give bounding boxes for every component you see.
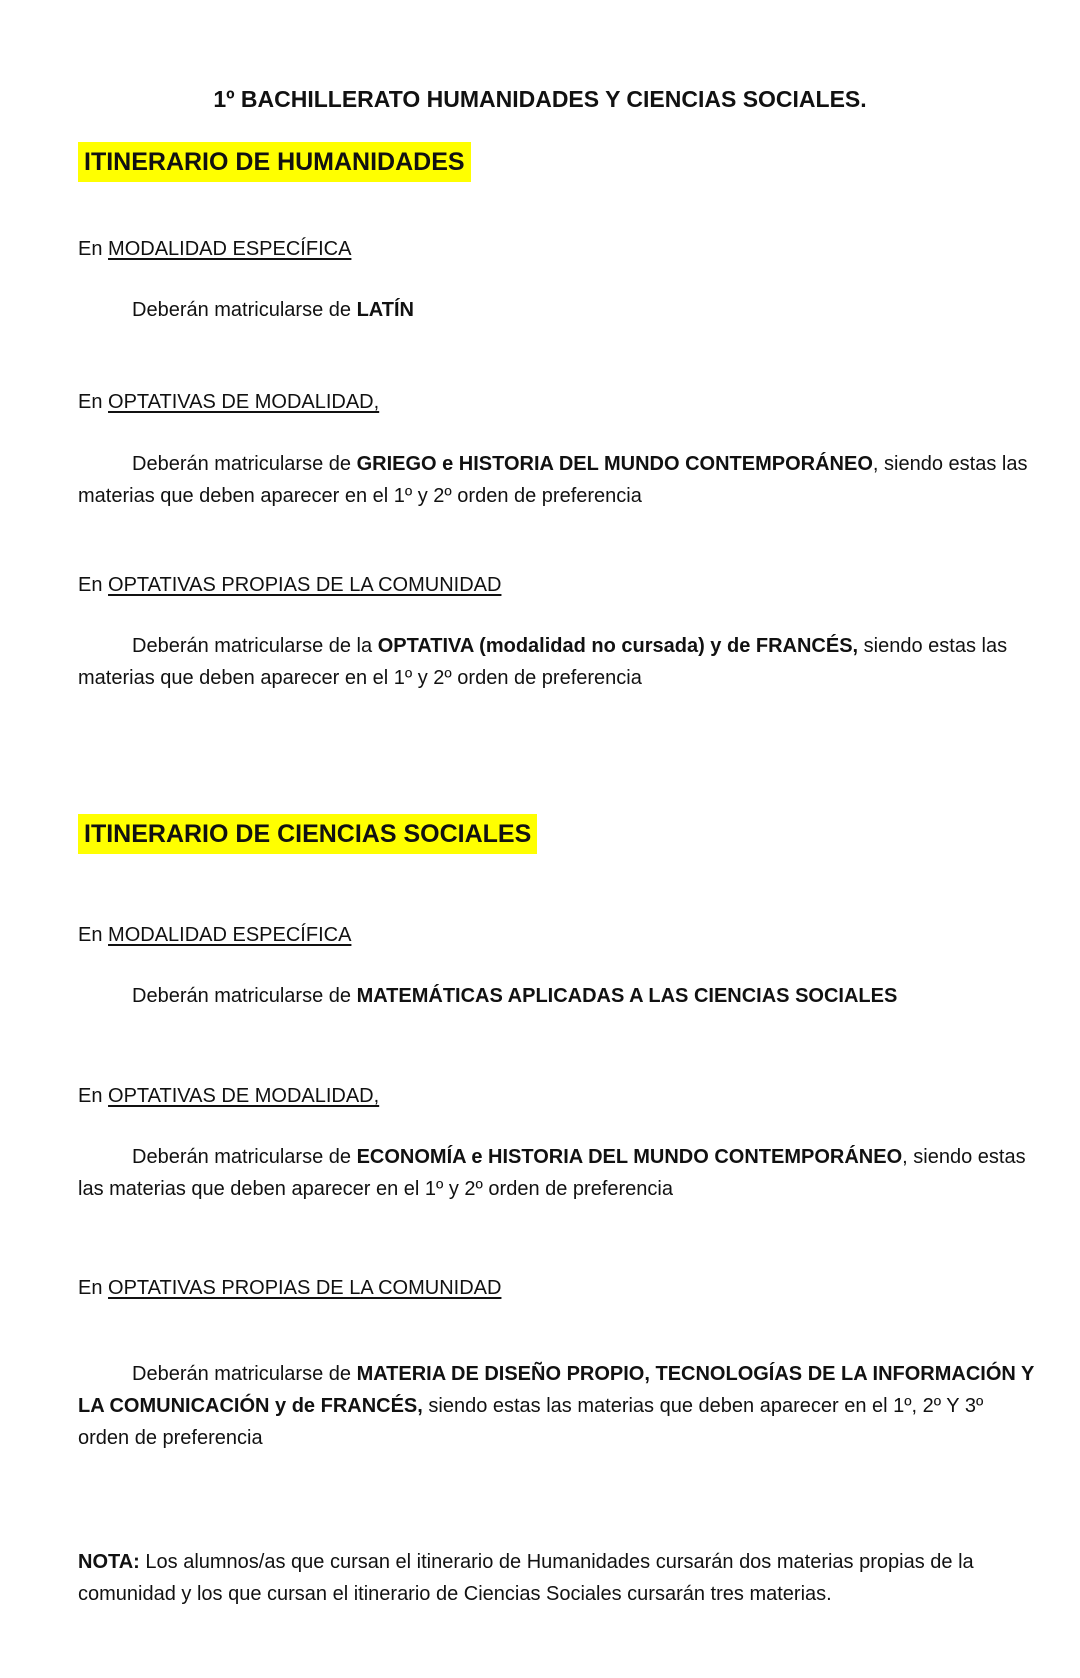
sociales-optativas-modalidad-text [78, 1141, 1038, 1205]
sociales-modalidad-especifica-text [78, 980, 1038, 1012]
humanidades-modalidad-especifica-text [78, 294, 1038, 326]
humanidades-optativas-comunidad-label [78, 572, 501, 598]
text-start: Deberán matricularse de [132, 453, 357, 475]
humanidades-optativas-modalidad-text [78, 448, 1038, 512]
label-underlined: OPTATIVAS DE MODALIDAD, [108, 391, 380, 413]
label-prefix: En [78, 574, 109, 596]
label-prefix: En [78, 1085, 109, 1107]
label-underlined: MODALIDAD ESPECÍFICA [108, 924, 352, 946]
label-prefix: En [78, 1277, 109, 1299]
subject-bold: OPTATIVA (modalidad no cursada) y de FRANCÉS, [377, 635, 859, 657]
text-start: Deberán matricularse de la [132, 635, 378, 657]
subject-bold: LATÍN [356, 299, 414, 321]
subject-bold: ECONOMÍA e HISTORIA DEL MUNDO CONTEMPORÁNEO [356, 1146, 903, 1168]
text-end: siendo estas las materias que deben aparecer en el 1º, 2º Y 3º orden de preferencia [78, 1395, 984, 1449]
sociales-optativas-comunidad-text [78, 1358, 1038, 1454]
humanidades-optativas-modalidad-label [78, 389, 379, 415]
sociales-optativas-modalidad-label [78, 1083, 379, 1109]
sociales-modalidad-especifica-label [78, 922, 351, 948]
text-end: , siendo estas las materias que deben aparecer en el 1º y 2º orden de preferencia [78, 453, 1028, 507]
humanidades-modalidad-especifica-label [78, 236, 351, 262]
label-underlined: OPTATIVAS DE MODALIDAD, [108, 1085, 380, 1107]
humanidades-heading-highlight: ITINERARIO DE HUMANIDADES [78, 142, 471, 182]
text-start: Deberán matricularse de [132, 985, 357, 1007]
label-underlined: OPTATIVAS PROPIAS DE LA COMUNIDAD [108, 574, 502, 596]
sociales-heading-highlight: ITINERARIO DE CIENCIAS SOCIALES [78, 814, 537, 854]
label-prefix: En [78, 238, 109, 260]
text-end: siendo estas las materias que deben aparecer en el 1º y 2º orden de preferencia [78, 635, 1008, 689]
sociales-heading [78, 820, 537, 849]
label-underlined: MODALIDAD ESPECÍFICA [108, 238, 352, 260]
nota-paragraph [78, 1546, 1048, 1610]
text-start: Deberán matricularse de [132, 299, 357, 321]
subject-bold: MATEMÁTICAS APLICADAS A LAS CIENCIAS SOCIALES [356, 985, 898, 1007]
text-start: Deberán matricularse de [132, 1363, 357, 1385]
subject-bold: GRIEGO e HISTORIA DEL MUNDO CONTEMPORÁNEO [356, 453, 873, 475]
label-prefix: En [78, 924, 109, 946]
text-end: , siendo estas las materias que deben aparecer en el 1º y 2º orden de preferencia [78, 1146, 1026, 1200]
humanidades-optativas-comunidad-text [78, 630, 1038, 694]
label-underlined: OPTATIVAS PROPIAS DE LA COMUNIDAD [108, 1277, 502, 1299]
document-title: 1º BACHILLERATO HUMANIDADES Y CIENCIAS SOCIALES. [213, 86, 867, 112]
sociales-optativas-comunidad-label [78, 1275, 501, 1301]
text-start: Deberán matricularse de [132, 1146, 357, 1168]
humanidades-heading [78, 148, 471, 177]
nota-label: NOTA: [78, 1551, 140, 1573]
label-prefix: En [78, 391, 109, 413]
subject-bold: MATERIA DE DISEÑO PROPIO, TECNOLOGÍAS DE LA INFORMACIÓN Y LA COMUNICACIÓN y de FRANCÉS, [78, 1363, 1035, 1417]
nota-text: Los alumnos/as que cursan el itinerario de Humanidades cursarán dos materias propias de la comunidad y los que cursan el itinerario de Ciencias Sociales cursarán tres materias. [78, 1551, 974, 1605]
